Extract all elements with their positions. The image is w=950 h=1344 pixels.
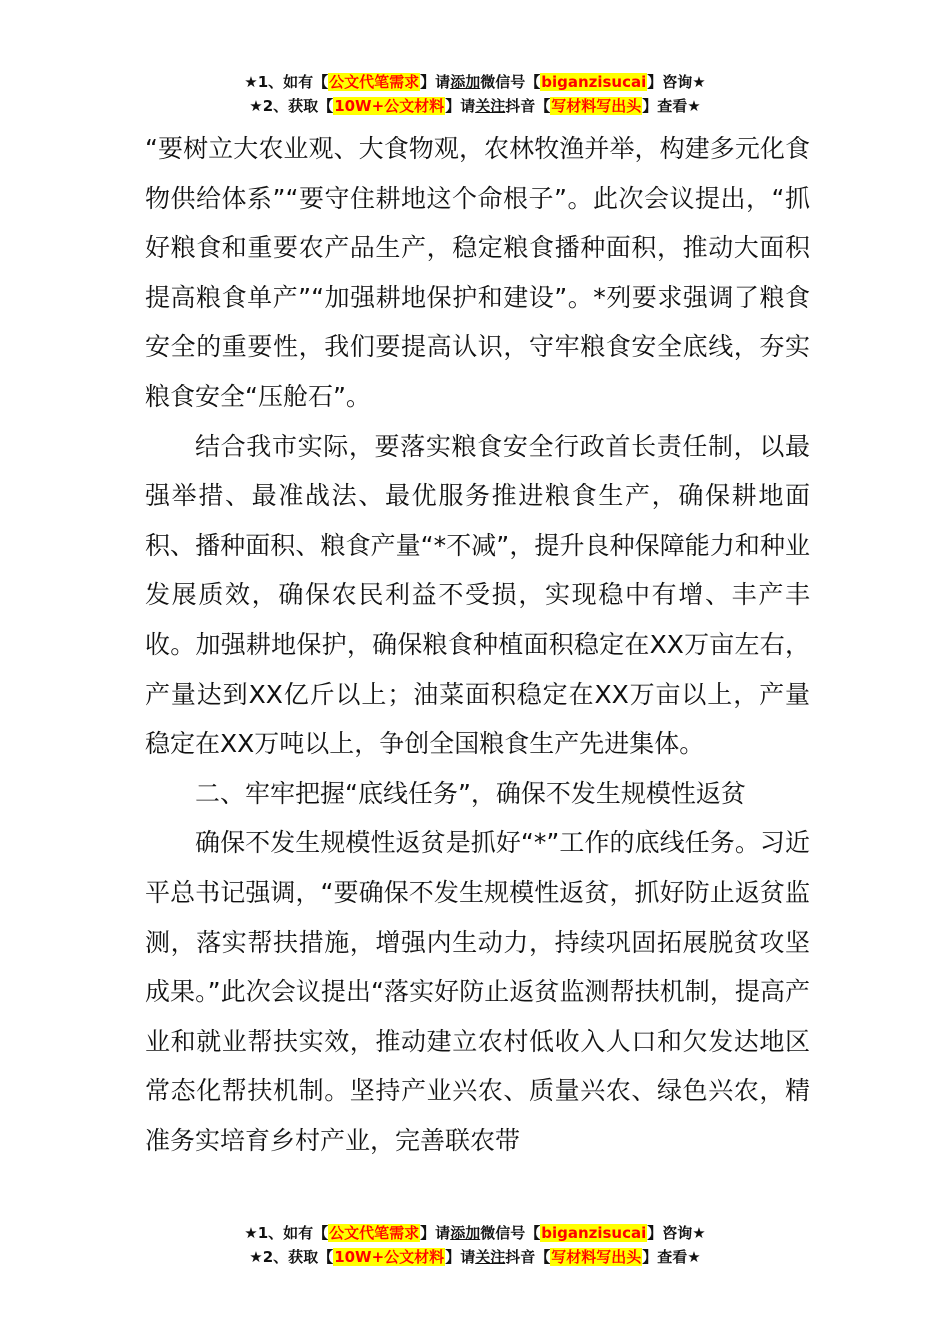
banner-text: ★2、获取【: [249, 1248, 334, 1266]
footer-banner: [0, 1221, 950, 1269]
banner-underline: 关注: [475, 97, 506, 115]
banner-underline: 添加: [450, 73, 481, 91]
banner-text: 】查看★: [642, 1248, 701, 1266]
banner-underline: 关注: [475, 1248, 506, 1266]
banner-text: 抖音【: [505, 1248, 551, 1266]
banner-highlight: biganzisucai: [541, 73, 647, 91]
banner-highlight: 写材料写出头: [551, 1248, 642, 1266]
banner-text: 】请: [445, 97, 476, 115]
banner-text: 抖音【: [505, 97, 551, 115]
paragraph: 结合我市实际，要落实粮食安全行政首长责任制，以最强举措、最准战法、最优服务推进粮食生产，确保耕地面积、播种面积、粮食产量“*不减”，提升良种保障能力和种业发展质效，确保农民利益不受损，实现稳中有增、丰产丰收。加强耕地保护，确保粮食种植面积稳定在XX万亩左右，产量达到XX亿斤以上；油菜面积稳定在XX万亩以上，产量稳定在XX万吨以上，争创全国粮食生产先进集体。: [145, 431, 810, 759]
banner-line-2: [0, 94, 950, 118]
banner-text: ★2、获取【: [249, 97, 334, 115]
document-body: [145, 124, 810, 1165]
banner-highlight: biganzisucai: [541, 1224, 647, 1242]
banner-highlight: 写材料写出头: [551, 97, 642, 115]
banner-underline: 添加: [450, 1224, 481, 1242]
banner-highlight: 10W+公文材料: [334, 1248, 445, 1266]
paragraph: “要树立大农业观、大食物观，农林牧渔并举，构建多元化食物供给体系”“要守住耕地这个命根子”。此次会议提出，“抓好粮食和重要农产品生产，稳定粮食播种面积，推动大面积提高粮食单产”“加强耕地保护和建设”。*列要求强调了粮食安全的重要性，我们要提高认识，守牢粮食安全底线，夯实粮食安全“压舱石”。: [145, 134, 810, 411]
banner-text: 】请: [420, 73, 451, 91]
banner-text: 】咨询★: [647, 1224, 706, 1242]
banner-text: ★1、如有【: [244, 1224, 329, 1242]
banner-text: 】请: [445, 1248, 476, 1266]
banner-text: 】查看★: [642, 97, 701, 115]
banner-highlight: 10W+公文材料: [334, 97, 445, 115]
banner-text: 微信号【: [480, 1224, 541, 1242]
banner-highlight: 公文代笔需求: [329, 1224, 420, 1242]
banner-text: 微信号【: [480, 73, 541, 91]
banner-line-1: [0, 1221, 950, 1245]
banner-text: 】请: [420, 1224, 451, 1242]
header-banner: [0, 70, 950, 118]
banner-text: ★1、如有【: [244, 73, 329, 91]
paragraph: 确保不发生规模性返贫是抓好“*”工作的底线任务。习近平总书记强调，“要确保不发生规模性返贫，抓好防止返贫监测，落实帮扶措施，增强内生动力，持续巩固拓展脱贫攻坚成果。”此次会议提出“落实好防止返贫监测帮扶机制，提高产业和就业帮扶实效，推动建立农村低收入人口和欠发达地区常态化帮扶机制。坚持产业兴农、质量兴农、绿色兴农，精准务实培育乡村产业，完善联农带: [145, 828, 810, 1155]
banner-text: 】咨询★: [647, 73, 706, 91]
banner-highlight: 公文代笔需求: [329, 73, 420, 91]
section-heading: 二、牢牢把握“底线任务”，确保不发生规模性返贫: [195, 778, 746, 808]
banner-line-1: [0, 70, 950, 94]
banner-line-2: [0, 1245, 950, 1269]
